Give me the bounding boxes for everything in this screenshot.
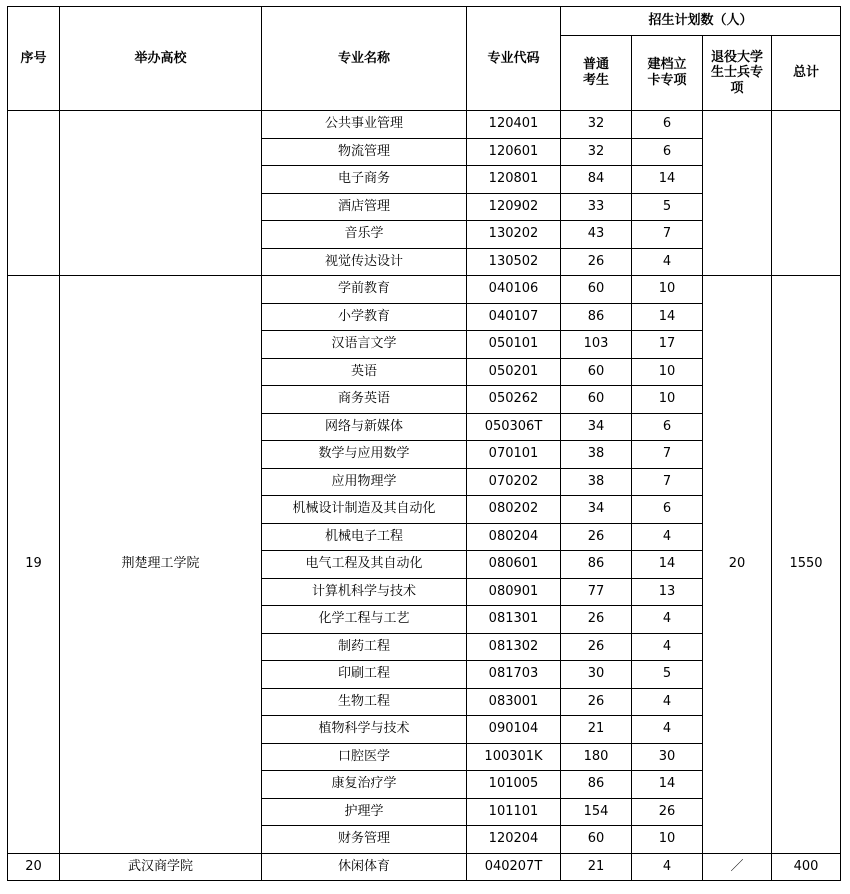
header-code: 专业代码 [467, 7, 561, 111]
cell-code: 120601 [467, 138, 561, 166]
cell-poverty: 26 [632, 798, 703, 826]
cell-poverty: 5 [632, 193, 703, 221]
cell-code: 040106 [467, 276, 561, 304]
cell-poverty: 7 [632, 221, 703, 249]
cell-major: 商务英语 [262, 386, 467, 414]
table-row [8, 111, 841, 139]
cell-code: 083001 [467, 688, 561, 716]
cell-poverty: 4 [632, 606, 703, 634]
cell-regular: 43 [561, 221, 632, 249]
header-total: 总计 [772, 36, 841, 111]
header-veteran-line1: 退役大学 [710, 49, 763, 65]
cell-regular: 60 [561, 826, 632, 854]
cell-major: 电气工程及其自动化 [262, 551, 467, 579]
cell-major: 印刷工程 [262, 661, 467, 689]
cell-major: 护理学 [262, 798, 467, 826]
cell-regular: 34 [561, 496, 632, 524]
cell-code: 050306T [467, 413, 561, 441]
cell-regular: 38 [561, 441, 632, 469]
cell-regular: 180 [561, 743, 632, 771]
header-veteran [703, 36, 772, 111]
cell-major: 制药工程 [262, 633, 467, 661]
cell-code: 120401 [467, 111, 561, 139]
cell-poverty: 4 [632, 248, 703, 276]
table-row [8, 276, 841, 304]
cell-poverty: 4 [632, 688, 703, 716]
cell-code: 050101 [467, 331, 561, 359]
cell-major: 汉语言文学 [262, 331, 467, 359]
cell-seq: 20 [8, 853, 60, 881]
cell-poverty: 14 [632, 551, 703, 579]
cell-veteran: 20 [703, 276, 772, 854]
cell-major: 机械设计制造及其自动化 [262, 496, 467, 524]
cell-code: 081703 [467, 661, 561, 689]
cell-major: 财务管理 [262, 826, 467, 854]
cell-regular: 33 [561, 193, 632, 221]
cell-code: 050262 [467, 386, 561, 414]
cell-major: 数学与应用数学 [262, 441, 467, 469]
cell-regular: 34 [561, 413, 632, 441]
cell-code: 100301K [467, 743, 561, 771]
cell-code: 080901 [467, 578, 561, 606]
cell-regular: 26 [561, 688, 632, 716]
header-regular-line2: 考生 [582, 73, 609, 88]
cell-regular: 60 [561, 386, 632, 414]
cell-school: 武汉商学院 [60, 853, 262, 881]
cell-poverty: 14 [632, 771, 703, 799]
cell-regular: 26 [561, 606, 632, 634]
header-major: 专业名称 [262, 7, 467, 111]
cell-code: 101005 [467, 771, 561, 799]
cell-code: 101101 [467, 798, 561, 826]
cell-veteran [703, 111, 772, 276]
header-regular-line1: 普通 [582, 57, 609, 73]
cell-code: 120902 [467, 193, 561, 221]
header-veteran-line2: 生士兵专 [710, 65, 763, 81]
cell-regular: 32 [561, 111, 632, 139]
cell-code: 081301 [467, 606, 561, 634]
cell-poverty: 4 [632, 523, 703, 551]
cell-code: 040207T [467, 853, 561, 881]
cell-seq [8, 111, 60, 276]
cell-total: 400 [772, 853, 841, 881]
cell-poverty: 10 [632, 276, 703, 304]
cell-regular: 26 [561, 248, 632, 276]
cell-poverty: 5 [632, 661, 703, 689]
cell-code: 130202 [467, 221, 561, 249]
cell-regular: 21 [561, 853, 632, 881]
header-plan-group: 招生计划数（人） [561, 7, 841, 36]
cell-major: 康复治疗学 [262, 771, 467, 799]
cell-major: 计算机科学与技术 [262, 578, 467, 606]
cell-poverty: 10 [632, 386, 703, 414]
cell-regular: 38 [561, 468, 632, 496]
header-poverty-line2: 卡专项 [647, 73, 687, 88]
cell-regular: 103 [561, 331, 632, 359]
cell-code: 090104 [467, 716, 561, 744]
table-header [8, 7, 841, 111]
cell-code: 080202 [467, 496, 561, 524]
cell-poverty: 10 [632, 826, 703, 854]
header-poverty-line1: 建档立 [647, 57, 687, 73]
header-seq: 序号 [8, 7, 60, 111]
cell-code: 070101 [467, 441, 561, 469]
cell-major: 音乐学 [262, 221, 467, 249]
cell-regular: 86 [561, 551, 632, 579]
cell-poverty: 7 [632, 468, 703, 496]
header-school: 举办高校 [60, 7, 262, 111]
header-poverty [632, 36, 703, 111]
cell-code: 081302 [467, 633, 561, 661]
cell-major: 网络与新媒体 [262, 413, 467, 441]
cell-poverty: 6 [632, 138, 703, 166]
cell-major: 应用物理学 [262, 468, 467, 496]
table-body [8, 111, 841, 881]
cell-regular: 26 [561, 633, 632, 661]
cell-major: 酒店管理 [262, 193, 467, 221]
cell-major: 学前教育 [262, 276, 467, 304]
header-veteran-line3: 项 [730, 80, 744, 96]
cell-major: 公共事业管理 [262, 111, 467, 139]
cell-school [60, 111, 262, 276]
cell-regular: 86 [561, 303, 632, 331]
cell-poverty: 10 [632, 358, 703, 386]
cell-regular: 26 [561, 523, 632, 551]
cell-code: 050201 [467, 358, 561, 386]
cell-regular: 21 [561, 716, 632, 744]
table-row [8, 853, 841, 881]
cell-regular: 60 [561, 276, 632, 304]
cell-total: 1550 [772, 276, 841, 854]
cell-code: 080601 [467, 551, 561, 579]
cell-seq: 19 [8, 276, 60, 854]
cell-poverty: 7 [632, 441, 703, 469]
cell-major: 生物工程 [262, 688, 467, 716]
cell-poverty: 14 [632, 303, 703, 331]
cell-major: 小学教育 [262, 303, 467, 331]
cell-regular: 30 [561, 661, 632, 689]
cell-veteran: ／ [703, 853, 772, 881]
cell-poverty: 4 [632, 853, 703, 881]
cell-poverty: 4 [632, 716, 703, 744]
cell-poverty: 4 [632, 633, 703, 661]
cell-school: 荆楚理工学院 [60, 276, 262, 854]
cell-regular: 86 [561, 771, 632, 799]
enrollment-plan-table [7, 6, 841, 881]
cell-major: 视觉传达设计 [262, 248, 467, 276]
cell-major: 物流管理 [262, 138, 467, 166]
cell-poverty: 17 [632, 331, 703, 359]
cell-poverty: 30 [632, 743, 703, 771]
header-regular [561, 36, 632, 111]
cell-code: 130502 [467, 248, 561, 276]
cell-poverty: 14 [632, 166, 703, 194]
cell-regular: 77 [561, 578, 632, 606]
cell-major: 机械电子工程 [262, 523, 467, 551]
cell-code: 120204 [467, 826, 561, 854]
cell-major: 化学工程与工艺 [262, 606, 467, 634]
cell-major: 休闲体育 [262, 853, 467, 881]
cell-code: 040107 [467, 303, 561, 331]
cell-regular: 154 [561, 798, 632, 826]
cell-poverty: 6 [632, 413, 703, 441]
cell-regular: 84 [561, 166, 632, 194]
cell-regular: 32 [561, 138, 632, 166]
cell-code: 070202 [467, 468, 561, 496]
cell-regular: 60 [561, 358, 632, 386]
cell-total [772, 111, 841, 276]
cell-poverty: 13 [632, 578, 703, 606]
cell-major: 植物科学与技术 [262, 716, 467, 744]
cell-code: 080204 [467, 523, 561, 551]
cell-poverty: 6 [632, 111, 703, 139]
cell-code: 120801 [467, 166, 561, 194]
cell-major: 口腔医学 [262, 743, 467, 771]
cell-major: 英语 [262, 358, 467, 386]
cell-poverty: 6 [632, 496, 703, 524]
cell-major: 电子商务 [262, 166, 467, 194]
